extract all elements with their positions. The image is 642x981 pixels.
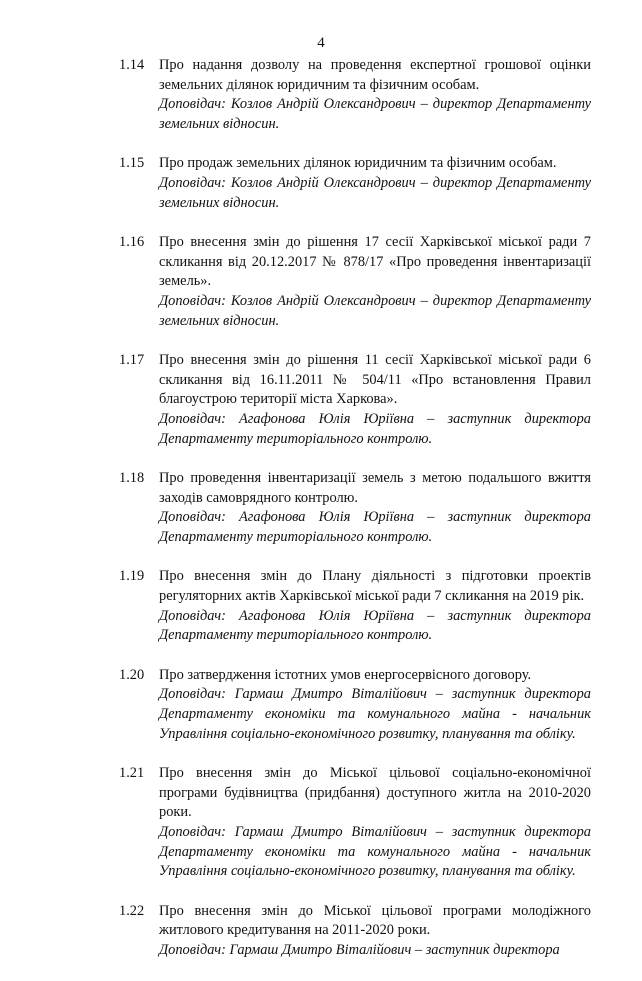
agenda-item (119, 567, 591, 645)
agenda-item (119, 469, 591, 547)
agenda-item (119, 764, 591, 882)
page-number: 4 (317, 35, 325, 51)
agenda-item-title: Про внесення змін до Міської цільової соціально-економічної програми будівництва (придбання) доступного житла на 2010-2020 роки. (159, 765, 591, 821)
agenda-item-content (159, 764, 591, 882)
agenda-item (119, 666, 591, 744)
agenda-item (119, 56, 591, 134)
agenda-item-title: Про надання дозволу на проведення експертної грошової оцінки земельних ділянок юридичним та фізичним особам. (159, 57, 591, 93)
agenda-item (119, 154, 591, 213)
agenda-item-content (159, 154, 591, 213)
agenda-item-number: 1.16 (119, 234, 145, 251)
agenda-item-title: Про продаж земельних ділянок юридичним та фізичним особам. (159, 155, 557, 172)
agenda-item-number: 1.21 (119, 765, 145, 782)
agenda-item-speaker: Доповідач: Козлов Андрій Олександрович – директор Департаменту земельних відносин. (159, 292, 591, 329)
agenda-item-content (159, 567, 591, 645)
agenda-item-speaker: Доповідач: Агафонова Юлія Юріївна – заступник директора Департаменту територіального контролю. (159, 509, 591, 545)
agenda-item-speaker: Доповідач: Агафонова Юлія Юріївна – заступник директора Департаменту територіального контролю. (159, 410, 591, 447)
agenda-item-number: 1.22 (119, 902, 145, 919)
agenda-item-number: 1.15 (119, 155, 145, 172)
agenda-item-title: Про внесення змін до рішення 17 сесії Харківської міської ради 7 скликання від 20.12.2017 № 878/17 «Про проведення інвентаризації земель». (159, 234, 591, 290)
agenda-item-content (159, 56, 591, 134)
agenda-item-speaker: Доповідач: Козлов Андрій Олександрович – директор Департаменту земельних відносин. (159, 96, 591, 132)
agenda-item (119, 902, 591, 961)
agenda-list (119, 56, 591, 981)
agenda-item-title: Про внесення змін до Міської цільової програми молодіжного житлового кредитування на 2011-2020 роки. (159, 902, 591, 939)
agenda-item-speaker: Доповідач: Козлов Андрій Олександрович – директор Департаменту земельних відносин. (159, 174, 591, 211)
agenda-item-speaker: Доповідач: Гармаш Дмитро Віталійович – заступник директора Департаменту економіки та комунального майна - начальник Управління соціально-економічного розвитку, планування та обліку. (159, 686, 591, 742)
agenda-item-title: Про затвердження істотних умов енергосервісного договору. (159, 666, 532, 683)
agenda-item-content (159, 666, 591, 744)
agenda-item (119, 351, 591, 449)
agenda-item-speaker: Доповідач: Агафонова Юлія Юріївна – заступник директора Департаменту територіального контролю. (159, 607, 591, 644)
agenda-item-content (159, 469, 591, 547)
agenda-item (119, 233, 591, 331)
agenda-item-number: 1.14 (119, 57, 145, 73)
agenda-item-title: Про внесення змін до рішення 11 сесії Харківської міської ради 6 скликання від 16.11.2011 № 504/11 «Про встановлення Правил благоустрою території міста Харкова». (159, 352, 591, 408)
agenda-item-number: 1.17 (119, 352, 145, 369)
agenda-item-number: 1.19 (119, 568, 145, 585)
agenda-item-title: Про внесення змін до Плану діяльності з підготовки проектів регуляторних актів Харківської міської ради 7 скликання на 2019 рік. (159, 568, 591, 605)
agenda-item-speaker: Доповідач: Гармаш Дмитро Віталійович – заступник директора Департаменту економіки та комунального майна - начальник Управління соціально-економічного розвитку, планування та обліку. (159, 824, 591, 880)
agenda-item-speaker: Доповідач: Гармаш Дмитро Віталійович – заступник директора (159, 941, 560, 958)
agenda-item-content (159, 233, 591, 331)
agenda-item-number: 1.20 (119, 666, 145, 683)
agenda-item-content (159, 351, 591, 449)
agenda-item-title: Про проведення інвентаризації земель з метою подальшого вжиття заходів самоврядного контролю. (159, 470, 591, 506)
agenda-item-number: 1.18 (119, 470, 145, 487)
agenda-item-content (159, 902, 591, 961)
